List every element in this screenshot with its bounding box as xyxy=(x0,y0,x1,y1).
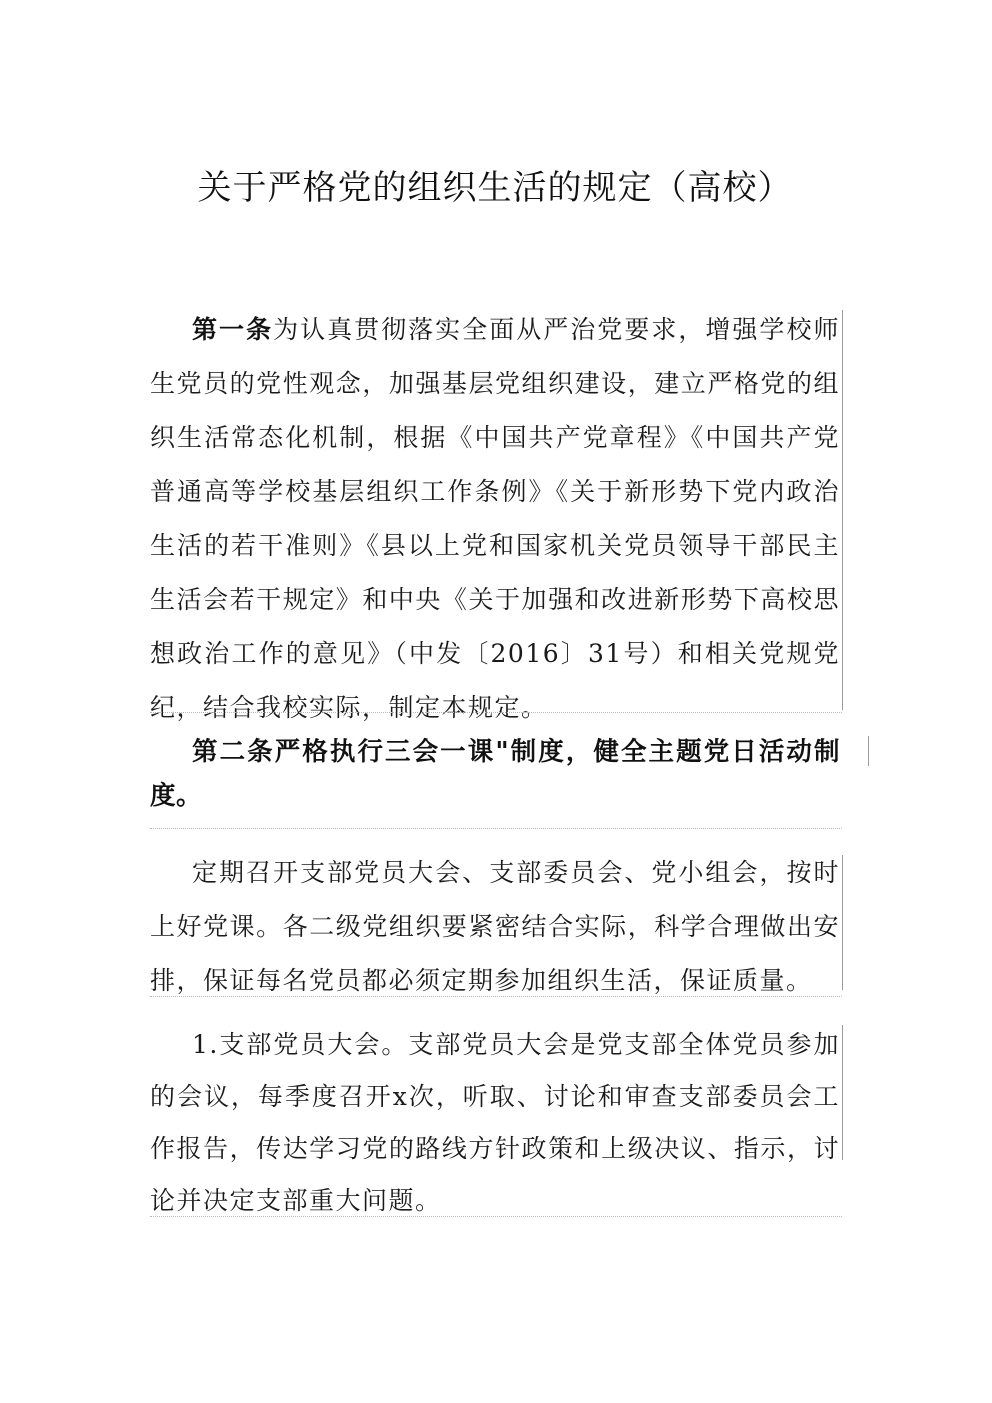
paragraph-3: 定期召开支部党员大会、支部委员会、党小组会，按时上好党课。各二级党组织要紧密结合实际，科学合理做出安排，保证每名党员都必须定期参加组织生活，保证质量。 xyxy=(150,858,840,995)
article-1 xyxy=(150,303,840,735)
margin-bar xyxy=(842,855,843,990)
paragraph-4: 1.支部党员大会。支部党员大会是党支部全体党员参加的会议，每季度召开x次，听取、讨论和审查支部委员会工作报告，传达学习党的路线方针政策和上级决议、指示，讨论并决定支部重大问题。 xyxy=(150,1030,840,1215)
margin-bar xyxy=(842,1025,843,1160)
section-divider xyxy=(150,1216,842,1217)
article-1-text: 为认真贯彻落实全面从严治党要求，增强学校师生党员的党性观念，加强基层党组织建设，建立严格党的组织生活常态化机制，根据《中国共产党章程》《中国共产党普通高等学校基层组织工作条例》《关于新形势下党内政治生活的若干准则》《县以上党和国家机关党员领导干部民主生活会若干规定》和中央《关于加强和改进新形势下高校思想政治工作的意见》（中发〔2016〕31号）和相关党规党纪，结合我校实际，制定本规定。 xyxy=(150,315,840,722)
section-divider xyxy=(150,996,842,997)
margin-bar xyxy=(868,736,869,766)
document-title: 关于严格党的组织生活的规定（高校） xyxy=(197,168,793,208)
section-divider xyxy=(150,828,842,829)
section-divider xyxy=(150,712,842,713)
article-1-label: 第一条 xyxy=(192,315,274,344)
article-2: 第二条严格执行三会一课"制度，健全主题党日活动制度。 xyxy=(150,737,840,811)
margin-bar xyxy=(842,310,843,710)
